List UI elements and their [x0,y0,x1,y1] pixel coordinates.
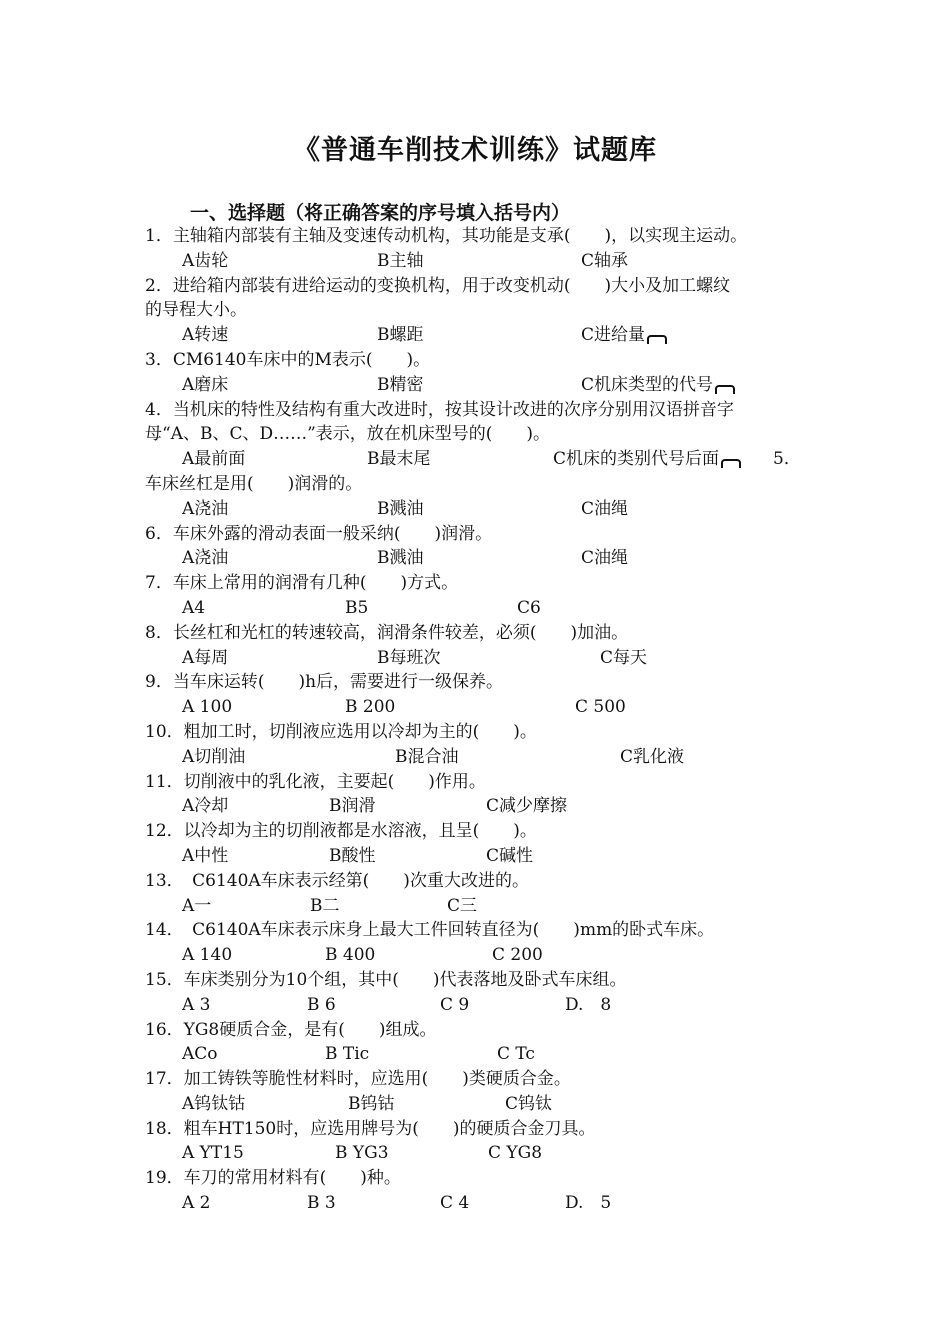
option-label: B YG3 [335,1143,389,1164]
option-b [325,1042,369,1067]
option-label: B 200 [345,697,396,718]
option-b [329,794,376,819]
options-row [145,249,825,274]
option-label: B 400 [325,945,376,966]
option-c [581,546,628,571]
option-label: A 3 [182,994,211,1015]
options-row [145,323,825,348]
arc-mark-icon [721,459,741,468]
question-line [145,670,825,695]
option-label: C6 [517,597,541,618]
options-row [145,1092,825,1117]
option-label: A每周 [182,647,229,668]
option-b [367,447,431,472]
option-a [182,596,205,621]
option-label: B钨钴 [348,1093,395,1114]
option-label: A 100 [182,697,233,718]
question-text: 3．CM6140车床中的M表示( )。 [145,349,431,370]
option-a [182,1092,245,1117]
options-row [145,497,825,522]
option-label: C每天 [600,647,648,668]
option-b [307,993,336,1018]
question-line [145,869,825,894]
option-label: C三 [447,895,478,916]
option-label: B每班次 [377,647,441,668]
question-text: 16．YG8硬质合金，是有( )组成。 [145,1019,437,1040]
option-label: A 140 [182,945,233,966]
question-line [145,472,825,497]
option-b [377,546,424,571]
question-line [145,968,825,993]
option-label: ACo [182,1044,218,1065]
question-text: 7．车床上常用的润滑有几种( )方式。 [145,573,459,594]
options-row [145,794,825,819]
option-a [182,1042,218,1067]
question-line [145,571,825,596]
arc-mark-icon [715,385,735,394]
question-text: 19．车刀的常用材料有( )种。 [145,1168,401,1189]
option-label: C机床的类别代号后面 [553,449,720,470]
question-text: 14． C6140A车床表示床身上最大工件回转直径为( )mm的卧式车床。 [145,920,715,941]
option-a [182,745,245,770]
option-label: C YG8 [488,1143,543,1164]
question-line [145,224,825,249]
option-c [581,249,628,274]
option-c [581,323,667,348]
option-label: C机床类型的代号 [581,374,714,395]
option-b [377,323,424,348]
option-c [486,844,533,869]
question-line [145,1018,825,1043]
option-b [335,1141,389,1166]
question-line [145,918,825,943]
option-label: A冷却 [182,796,229,817]
option-label: A一 [182,895,212,916]
option-c [488,1141,542,1166]
option-a [182,794,228,819]
options-row [145,546,825,571]
option-label: C轴承 [581,250,629,271]
option-c [497,1042,535,1067]
question-text: 车床丝杠是用( )润滑的。 [145,473,363,494]
option-label: B二 [310,895,340,916]
option-label: C油绳 [581,498,629,519]
section-heading: 一、选择题（将正确答案的序号填入括号内） [190,202,571,224]
option-label: B混合油 [395,746,459,767]
options-row [145,844,825,869]
option-label: B润滑 [329,796,376,817]
question-text: 10．粗加工时，切削液应选用以冷却为主的( )。 [145,721,537,742]
question-text: 17．加工铸铁等脆性材料时，应选用( )类硬质合金。 [145,1069,571,1090]
option-b [345,596,368,621]
option-label: C进给量 [581,325,646,346]
option-c [581,373,735,398]
option-label: C 4 [440,1193,470,1214]
option-label: B主轴 [377,250,424,271]
option-c [492,943,543,968]
options-row [145,993,825,1018]
option-b [348,1092,395,1117]
option-b [325,943,375,968]
option-d [565,1191,611,1216]
options-row [145,447,825,472]
option-a [182,497,228,522]
option-a [182,546,228,571]
option-c [581,497,628,522]
question-text: 母“A、B、C、D……”表示，放在机床型号的( )。 [145,424,551,445]
option-label: C碱性 [486,845,534,866]
option-a [182,323,228,348]
question-line [145,422,825,447]
question-text: 2．进给箱内部装有进给运动的变换机构，用于改变机动( )大小及加工螺纹 [145,275,731,296]
question-line [145,770,825,795]
question-text: 8．长丝杠和光杠的转速较高，润滑条件较差，必须( )加油。 [145,622,629,643]
question-number-trailing: 5． [773,449,801,470]
option-c [600,646,647,671]
option-label: C 200 [492,945,543,966]
option-a [182,249,228,274]
options-row [145,745,825,770]
option-label: A钨钛钴 [182,1093,246,1114]
option-label: A YT15 [182,1143,244,1164]
question-text: 9．当车床运转( )h后，需要进行一级保养。 [145,672,504,693]
option-label: A4 [182,597,206,618]
option-b [377,497,424,522]
question-line [145,720,825,745]
option-label: D. 8 [565,994,612,1015]
option-a [182,695,232,720]
option-label: B精密 [377,374,424,395]
question-line [145,621,825,646]
option-b [310,894,340,919]
option-label: A中性 [182,845,229,866]
option-b [329,844,376,869]
question-list [145,224,825,1216]
option-label: B 6 [307,994,336,1015]
options-row [145,1141,825,1166]
question-line [145,522,825,547]
options-row [145,894,825,919]
question-line [145,1067,825,1092]
question-text: 11．切削液中的乳化液，主要起( )作用。 [145,771,486,792]
option-label: A齿轮 [182,250,229,271]
option-b [377,249,424,274]
option-d [565,993,611,1018]
option-a [182,943,232,968]
option-label: B溅油 [377,548,424,569]
options-row [145,1191,825,1216]
option-label: C Tc [497,1044,535,1065]
option-b [377,646,441,671]
option-b [377,373,424,398]
option-c [440,1191,469,1216]
option-a [182,646,228,671]
option-a [182,1191,211,1216]
question-line [145,398,825,423]
option-label: B溅油 [377,498,424,519]
question-line [145,819,825,844]
option-label: A 2 [182,1193,211,1214]
question-text: 1．主轴箱内部装有主轴及变速传动机构，其功能是支承( )，以实现主运动。 [145,226,748,246]
option-label: A切削油 [182,746,246,767]
option-b [307,1191,336,1216]
options-row [145,596,825,621]
options-row [145,1042,825,1067]
arc-mark-icon [647,335,667,344]
option-a [182,993,211,1018]
option-label: C油绳 [581,548,629,569]
question-text: 6．车床外露的滑动表面一般采纳( )润滑。 [145,523,493,544]
question-text: 15．车床类别分为10个组，其中( )代表落地及卧式车床组。 [145,969,627,990]
question-text: 的导程大小。 [145,300,247,321]
option-a [182,373,228,398]
question-text: 13． C6140A车床表示经第( )次重大改进的。 [145,870,529,891]
document-title: 《普通车削技术训练》试题库 [293,135,657,166]
option-a [182,447,245,472]
option-label: D. 5 [565,1193,612,1214]
option-a [182,844,228,869]
option-label: A磨床 [182,374,229,395]
option-label: C 9 [440,994,470,1015]
option-label: A浇油 [182,498,229,519]
option-c [517,596,541,621]
option-label: B Tic [325,1044,370,1065]
option-c [440,993,469,1018]
question-text: 12．以冷却为主的切削液都是水溶液，且呈( )。 [145,821,537,842]
option-label: A最前面 [182,449,246,470]
question-text: 4．当机床的特性及结构有重大改进时，按其设计改进的次序分别用汉语拼音字 [145,399,734,420]
option-label: B5 [345,597,369,618]
option-b [395,745,459,770]
option-c [486,794,567,819]
question-line [145,1166,825,1191]
option-label: A浇油 [182,548,229,569]
options-row [145,646,825,671]
question-line [145,274,825,299]
options-row [145,373,825,398]
question-line [145,298,825,323]
option-c [553,447,741,472]
option-label: B 3 [307,1193,336,1214]
option-a [182,894,211,919]
option-label: C减少摩擦 [486,796,568,817]
option-c [447,894,477,919]
options-row [145,695,825,720]
option-c [505,1092,552,1117]
option-label: C乳化液 [620,746,685,767]
option-label: B螺距 [377,325,424,346]
question-line [145,348,825,373]
option-c [575,695,626,720]
options-row [145,943,825,968]
question-text: 18．粗车HT150时，应选用牌号为( )的硬质合金刀具。 [145,1118,596,1139]
option-label: C钨钛 [505,1093,553,1114]
option-b [345,695,395,720]
option-label: C 500 [575,697,626,718]
option-label: B最末尾 [367,449,431,470]
question-line [145,1117,825,1142]
option-a [182,1141,244,1166]
option-c [620,745,684,770]
option-label: A转速 [182,325,229,346]
option-label: B酸性 [329,845,376,866]
